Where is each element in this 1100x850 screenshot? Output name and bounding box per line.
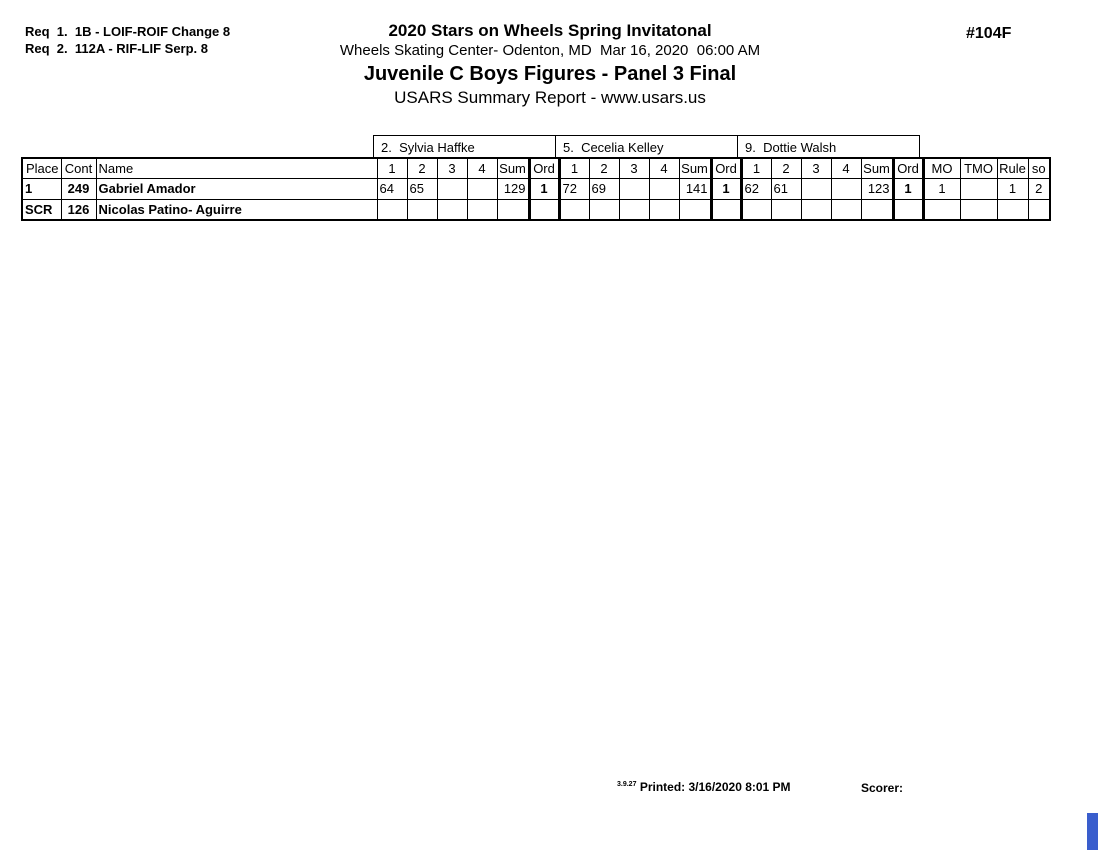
ord-cell: 1: [529, 178, 559, 199]
score-cell: [467, 178, 497, 199]
header-cont: Cont: [61, 158, 96, 178]
column-header-row: [22, 158, 1050, 178]
score-cell: [407, 199, 437, 220]
title-block: [0, 21, 1100, 109]
header-j3-3: 3: [801, 158, 831, 178]
header-j2-2: 2: [589, 158, 619, 178]
score-cell: [801, 199, 831, 220]
so-cell: [1028, 199, 1050, 220]
sum-cell: 141: [679, 178, 711, 199]
ord-cell: 1: [711, 178, 741, 199]
ord-cell: [711, 199, 741, 220]
score-cell: [619, 199, 649, 220]
score-cell: 69: [589, 178, 619, 199]
sum-cell: [679, 199, 711, 220]
scorer-label: Scorer:: [861, 781, 904, 795]
score-cell: 72: [559, 178, 589, 199]
header-j3-2: 2: [771, 158, 801, 178]
header-rule: Rule: [997, 158, 1028, 178]
header-name: Name: [96, 158, 377, 178]
results-table: [21, 157, 1051, 221]
req-line-1: Req 1. 1B - LOIF-ROIF Change 8: [25, 24, 231, 39]
header-j2-4: 4: [649, 158, 679, 178]
header-j1-4: 4: [467, 158, 497, 178]
printed-label: Printed: 3/16/2020 8:01 PM: [639, 780, 791, 794]
table-row-1: [22, 178, 1050, 199]
header-j2-3: 3: [619, 158, 649, 178]
header-j1-3: 3: [437, 158, 467, 178]
header-j2-sum: Sum: [679, 158, 711, 178]
header-j3-ord: Ord: [893, 158, 923, 178]
score-cell: [437, 199, 467, 220]
score-cell: [649, 199, 679, 220]
rule-cell: [997, 199, 1028, 220]
score-cell: [437, 178, 467, 199]
header-j1-1: 1: [377, 158, 407, 178]
score-cell: [831, 178, 861, 199]
sum-cell: [497, 199, 529, 220]
score-cell: [741, 199, 771, 220]
ord-cell: [529, 199, 559, 220]
printed-line: [617, 780, 791, 794]
score-cell: [377, 199, 407, 220]
score-cell: [467, 199, 497, 220]
header-j1-2: 2: [407, 158, 437, 178]
judge-header-2: 5. Cecelia Kelley: [555, 135, 738, 158]
cont-cell: 126: [61, 199, 96, 220]
header-j2-1: 1: [559, 158, 589, 178]
header-so: so: [1028, 158, 1050, 178]
report-title: USARS Summary Report - www.usars.us: [394, 88, 706, 107]
score-cell: 64: [377, 178, 407, 199]
score-cell: [771, 199, 801, 220]
header-j3-4: 4: [831, 158, 861, 178]
event-title: 2020 Stars on Wheels Spring Invitatonal: [388, 21, 712, 40]
rule-cell: 1: [997, 178, 1028, 199]
sum-cell: [861, 199, 893, 220]
place-cell: 1: [22, 178, 61, 199]
sum-cell: 123: [861, 178, 893, 199]
header-j2-ord: Ord: [711, 158, 741, 178]
cont-cell: 249: [61, 178, 96, 199]
mo-cell: 1: [923, 178, 960, 199]
division-title: Juvenile C Boys Figures - Panel 3 Final: [363, 63, 737, 85]
score-cell: 65: [407, 178, 437, 199]
score-cell: [619, 178, 649, 199]
sum-cell: 129: [497, 178, 529, 199]
tmo-cell: [960, 199, 997, 220]
req-line-2: Req 2. 112A - RIF-LIF Serp. 8: [25, 41, 209, 56]
version-superscript: 3.9.27: [617, 781, 637, 788]
name-cell: Nicolas Patino- Aguirre: [96, 199, 377, 220]
header-j3-1: 1: [741, 158, 771, 178]
mo-cell: [923, 199, 960, 220]
header-j1-sum: Sum: [497, 158, 529, 178]
score-cell: [559, 199, 589, 220]
venue-datetime-line: Wheels Skating Center- Odenton, MD Mar 16, 2020 06:00 AM: [339, 42, 761, 59]
score-cell: [831, 199, 861, 220]
score-cell: [589, 199, 619, 220]
score-cell: 61: [771, 178, 801, 199]
name-cell: Gabriel Amador: [96, 178, 377, 199]
ord-cell: 1: [893, 178, 923, 199]
score-cell: [801, 178, 831, 199]
so-cell: 2: [1028, 178, 1050, 199]
header-tmo: TMO: [960, 158, 997, 178]
event-number: #104F: [966, 25, 1012, 42]
scrollbar-fragment: [1087, 813, 1098, 850]
judge-header-1: 2. Sylvia Haffke: [373, 135, 556, 158]
table-row-2: [22, 199, 1050, 220]
header-mo: MO: [923, 158, 960, 178]
judge-header-3: 9. Dottie Walsh: [737, 135, 920, 158]
header-j3-sum: Sum: [861, 158, 893, 178]
place-cell: SCR: [22, 199, 61, 220]
tmo-cell: [960, 178, 997, 199]
header-place: Place: [22, 158, 61, 178]
score-cell: 62: [741, 178, 771, 199]
ord-cell: [893, 199, 923, 220]
header-j1-ord: Ord: [529, 158, 559, 178]
score-cell: [649, 178, 679, 199]
